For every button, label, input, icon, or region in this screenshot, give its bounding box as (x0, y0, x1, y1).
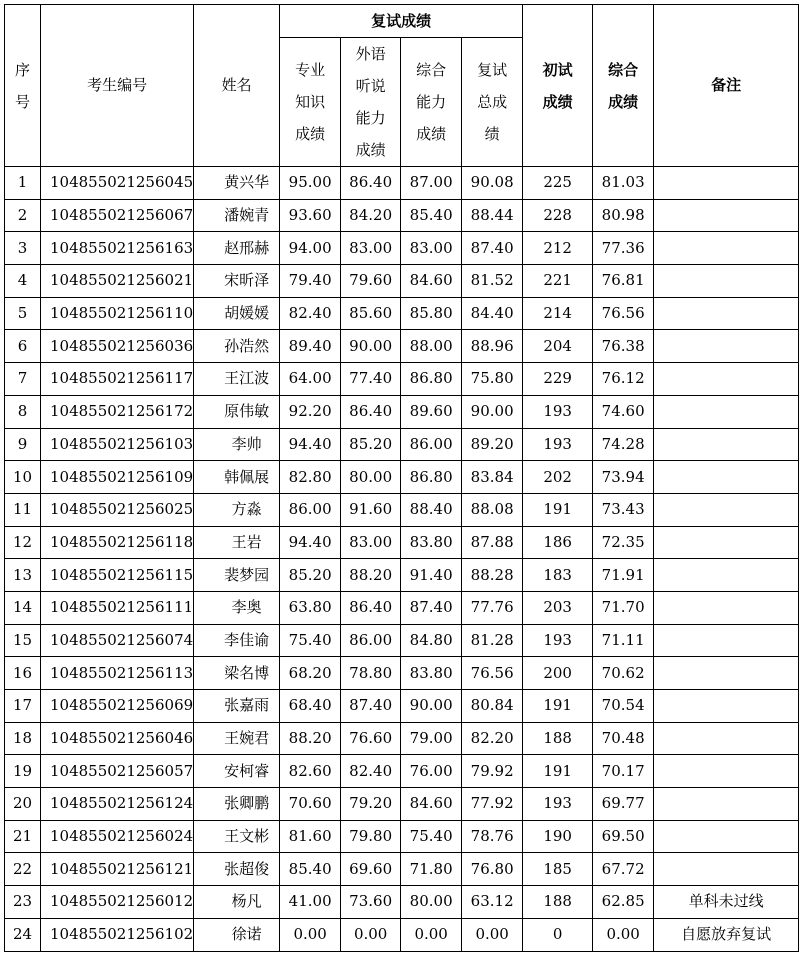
row-remark (654, 657, 799, 690)
row-name: 韩佩展 (194, 461, 280, 494)
table-row (5, 690, 799, 723)
row-exam-id: 104855021256036 (41, 330, 194, 363)
row-exam-id: 104855021256021 (41, 265, 194, 298)
row-prof: 68.20 (280, 657, 341, 690)
row-ability: 89.60 (401, 395, 462, 428)
row-initial: 193 (523, 428, 593, 461)
row-name: 黄兴华 (194, 167, 280, 200)
row-exam-id: 104855021256163 (41, 232, 194, 265)
row-overall: 76.56 (593, 297, 654, 330)
row-exam-id: 104855021256124 (41, 788, 194, 821)
row-initial: 190 (523, 820, 593, 853)
row-name: 潘婉青 (194, 199, 280, 232)
row-lang: 82.40 (341, 755, 401, 788)
row-initial: 221 (523, 265, 593, 298)
header-seq: 序号 (5, 5, 41, 167)
row-overall: 71.11 (593, 624, 654, 657)
row-ability: 0.00 (401, 918, 462, 951)
row-lang: 84.20 (341, 199, 401, 232)
row-initial: 193 (523, 395, 593, 428)
row-remark (654, 788, 799, 821)
table-row (5, 363, 799, 396)
row-name: 梁名博 (194, 657, 280, 690)
row-ability: 76.00 (401, 755, 462, 788)
row-exam-id: 104855021256110 (41, 297, 194, 330)
row-remark (654, 722, 799, 755)
table-row (5, 493, 799, 526)
row-seq: 24 (5, 918, 41, 951)
header-prof: 专业知识成绩 (280, 38, 341, 167)
table-row (5, 265, 799, 298)
row-remark (654, 559, 799, 592)
row-prof: 94.40 (280, 526, 341, 559)
row-exam-id: 104855021256045 (41, 167, 194, 200)
row-overall: 74.28 (593, 428, 654, 461)
row-overall: 73.43 (593, 493, 654, 526)
row-retest-total: 76.80 (462, 853, 523, 886)
table-row (5, 395, 799, 428)
row-name: 胡媛媛 (194, 297, 280, 330)
header-overall: 综合成绩 (593, 5, 654, 167)
row-name: 王江波 (194, 363, 280, 396)
row-prof: 82.40 (280, 297, 341, 330)
table-row (5, 886, 799, 919)
row-exam-id: 104855021256118 (41, 526, 194, 559)
row-initial: 191 (523, 755, 593, 788)
row-seq: 9 (5, 428, 41, 461)
row-prof: 85.20 (280, 559, 341, 592)
row-seq: 4 (5, 265, 41, 298)
row-seq: 14 (5, 591, 41, 624)
header-ability: 综合能力成绩 (401, 38, 462, 167)
row-retest-total: 81.28 (462, 624, 523, 657)
row-initial: 188 (523, 886, 593, 919)
row-ability: 83.80 (401, 526, 462, 559)
row-name: 宋昕泽 (194, 265, 280, 298)
row-ability: 86.00 (401, 428, 462, 461)
row-initial: 212 (523, 232, 593, 265)
row-remark (654, 493, 799, 526)
row-retest-total: 83.84 (462, 461, 523, 494)
row-seq: 6 (5, 330, 41, 363)
row-seq: 17 (5, 690, 41, 723)
table-row (5, 657, 799, 690)
row-exam-id: 104855021256113 (41, 657, 194, 690)
row-lang: 85.20 (341, 428, 401, 461)
row-exam-id: 104855021256121 (41, 853, 194, 886)
row-lang: 91.60 (341, 493, 401, 526)
row-initial: 186 (523, 526, 593, 559)
row-initial: 191 (523, 493, 593, 526)
row-name: 张嘉雨 (194, 690, 280, 723)
header-remark: 备注 (654, 5, 799, 167)
row-ability: 87.00 (401, 167, 462, 200)
row-prof: 79.40 (280, 265, 341, 298)
row-overall: 70.17 (593, 755, 654, 788)
table-row (5, 461, 799, 494)
row-overall: 71.91 (593, 559, 654, 592)
row-retest-total: 0.00 (462, 918, 523, 951)
row-ability: 85.80 (401, 297, 462, 330)
row-remark (654, 363, 799, 396)
row-lang: 86.40 (341, 591, 401, 624)
row-initial: 228 (523, 199, 593, 232)
row-lang: 86.40 (341, 395, 401, 428)
row-initial: 204 (523, 330, 593, 363)
row-remark (654, 820, 799, 853)
row-remark (654, 265, 799, 298)
row-prof: 41.00 (280, 886, 341, 919)
row-initial: 203 (523, 591, 593, 624)
row-lang: 86.00 (341, 624, 401, 657)
row-initial: 225 (523, 167, 593, 200)
row-name: 赵邢赫 (194, 232, 280, 265)
row-seq: 22 (5, 853, 41, 886)
row-name: 原伟敏 (194, 395, 280, 428)
row-retest-total: 76.56 (462, 657, 523, 690)
row-prof: 94.00 (280, 232, 341, 265)
row-exam-id: 104855021256067 (41, 199, 194, 232)
score-table (4, 4, 799, 952)
row-initial: 200 (523, 657, 593, 690)
row-prof: 94.40 (280, 428, 341, 461)
row-remark (654, 461, 799, 494)
row-ability: 83.00 (401, 232, 462, 265)
row-retest-total: 82.20 (462, 722, 523, 755)
row-retest-total: 63.12 (462, 886, 523, 919)
row-exam-id: 104855021256111 (41, 591, 194, 624)
row-prof: 64.00 (280, 363, 341, 396)
row-exam-id: 104855021256115 (41, 559, 194, 592)
row-prof: 93.60 (280, 199, 341, 232)
row-ability: 83.80 (401, 657, 462, 690)
row-ability: 80.00 (401, 886, 462, 919)
row-name: 徐诺 (194, 918, 280, 951)
row-name: 王岩 (194, 526, 280, 559)
row-overall: 80.98 (593, 199, 654, 232)
row-overall: 81.03 (593, 167, 654, 200)
row-overall: 76.38 (593, 330, 654, 363)
row-seq: 8 (5, 395, 41, 428)
row-lang: 76.60 (341, 722, 401, 755)
row-remark (654, 167, 799, 200)
row-retest-total: 84.40 (462, 297, 523, 330)
row-retest-total: 81.52 (462, 265, 523, 298)
header-retest-group: 复试成绩 (280, 5, 523, 38)
row-initial: 191 (523, 690, 593, 723)
row-overall: 69.50 (593, 820, 654, 853)
row-name: 王婉君 (194, 722, 280, 755)
row-initial: 0 (523, 918, 593, 951)
row-remark (654, 232, 799, 265)
row-retest-total: 88.28 (462, 559, 523, 592)
row-exam-id: 104855021256024 (41, 820, 194, 853)
row-lang: 79.80 (341, 820, 401, 853)
header-initial: 初试成绩 (523, 5, 593, 167)
row-lang: 73.60 (341, 886, 401, 919)
row-ability: 84.60 (401, 788, 462, 821)
row-name: 张卿鹏 (194, 788, 280, 821)
row-remark (654, 690, 799, 723)
row-exam-id: 104855021256102 (41, 918, 194, 951)
row-overall: 77.36 (593, 232, 654, 265)
row-remark (654, 330, 799, 363)
row-overall: 72.35 (593, 526, 654, 559)
row-prof: 81.60 (280, 820, 341, 853)
table-row (5, 591, 799, 624)
row-prof: 85.40 (280, 853, 341, 886)
row-lang: 90.00 (341, 330, 401, 363)
row-lang: 79.20 (341, 788, 401, 821)
row-ability: 79.00 (401, 722, 462, 755)
row-exam-id: 104855021256172 (41, 395, 194, 428)
row-exam-id: 104855021256046 (41, 722, 194, 755)
row-overall: 76.12 (593, 363, 654, 396)
row-initial: 193 (523, 624, 593, 657)
row-overall: 70.62 (593, 657, 654, 690)
row-seq: 1 (5, 167, 41, 200)
row-name: 王文彬 (194, 820, 280, 853)
row-exam-id: 104855021256057 (41, 755, 194, 788)
row-lang: 87.40 (341, 690, 401, 723)
row-lang: 88.20 (341, 559, 401, 592)
row-ability: 85.40 (401, 199, 462, 232)
row-lang: 69.60 (341, 853, 401, 886)
table-body (5, 167, 799, 952)
row-lang: 77.40 (341, 363, 401, 396)
row-remark (654, 591, 799, 624)
row-seq: 20 (5, 788, 41, 821)
row-ability: 84.60 (401, 265, 462, 298)
row-overall: 67.72 (593, 853, 654, 886)
row-ability: 86.80 (401, 363, 462, 396)
row-exam-id: 104855021256117 (41, 363, 194, 396)
row-ability: 71.80 (401, 853, 462, 886)
row-lang: 80.00 (341, 461, 401, 494)
row-initial: 188 (523, 722, 593, 755)
row-lang: 79.60 (341, 265, 401, 298)
row-exam-id: 104855021256109 (41, 461, 194, 494)
row-ability: 86.80 (401, 461, 462, 494)
row-seq: 10 (5, 461, 41, 494)
table-row (5, 297, 799, 330)
row-exam-id: 104855021256103 (41, 428, 194, 461)
row-overall: 62.85 (593, 886, 654, 919)
row-seq: 23 (5, 886, 41, 919)
row-exam-id: 104855021256069 (41, 690, 194, 723)
row-retest-total: 79.92 (462, 755, 523, 788)
row-remark (654, 428, 799, 461)
row-remark (654, 526, 799, 559)
row-prof: 82.60 (280, 755, 341, 788)
row-seq: 15 (5, 624, 41, 657)
row-retest-total: 88.96 (462, 330, 523, 363)
table-row (5, 167, 799, 200)
table-row (5, 755, 799, 788)
row-retest-total: 78.76 (462, 820, 523, 853)
row-lang: 0.00 (341, 918, 401, 951)
table-row (5, 820, 799, 853)
row-ability: 75.40 (401, 820, 462, 853)
row-retest-total: 77.92 (462, 788, 523, 821)
row-ability: 90.00 (401, 690, 462, 723)
row-initial: 214 (523, 297, 593, 330)
row-exam-id: 104855021256012 (41, 886, 194, 919)
header-retest-total: 复试总成绩 (462, 38, 523, 167)
row-seq: 2 (5, 199, 41, 232)
header-name: 姓名 (194, 5, 280, 167)
table-row (5, 330, 799, 363)
row-exam-id: 104855021256025 (41, 493, 194, 526)
row-prof: 82.80 (280, 461, 341, 494)
row-lang: 83.00 (341, 232, 401, 265)
row-remark (654, 624, 799, 657)
table-row (5, 428, 799, 461)
row-seq: 13 (5, 559, 41, 592)
row-name: 裴梦园 (194, 559, 280, 592)
row-prof: 68.40 (280, 690, 341, 723)
table-row (5, 722, 799, 755)
row-overall: 70.54 (593, 690, 654, 723)
row-lang: 86.40 (341, 167, 401, 200)
row-retest-total: 88.08 (462, 493, 523, 526)
row-retest-total: 87.88 (462, 526, 523, 559)
row-name: 李佳谕 (194, 624, 280, 657)
row-prof: 70.60 (280, 788, 341, 821)
row-remark (654, 853, 799, 886)
row-name: 安柯睿 (194, 755, 280, 788)
table-row (5, 918, 799, 951)
row-seq: 5 (5, 297, 41, 330)
row-prof: 63.80 (280, 591, 341, 624)
row-overall: 71.70 (593, 591, 654, 624)
row-seq: 16 (5, 657, 41, 690)
row-ability: 91.40 (401, 559, 462, 592)
table-row (5, 788, 799, 821)
row-retest-total: 88.44 (462, 199, 523, 232)
row-initial: 183 (523, 559, 593, 592)
table-row (5, 526, 799, 559)
row-seq: 12 (5, 526, 41, 559)
row-ability: 84.80 (401, 624, 462, 657)
row-overall: 74.60 (593, 395, 654, 428)
row-overall: 76.81 (593, 265, 654, 298)
row-initial: 202 (523, 461, 593, 494)
row-retest-total: 75.80 (462, 363, 523, 396)
row-remark (654, 199, 799, 232)
row-seq: 19 (5, 755, 41, 788)
row-ability: 88.40 (401, 493, 462, 526)
row-remark (654, 297, 799, 330)
row-seq: 21 (5, 820, 41, 853)
row-seq: 11 (5, 493, 41, 526)
header-lang: 外语听说能力成绩 (341, 38, 401, 167)
table-row (5, 853, 799, 886)
row-lang: 83.00 (341, 526, 401, 559)
row-name: 李奥 (194, 591, 280, 624)
row-retest-total: 89.20 (462, 428, 523, 461)
row-retest-total: 77.76 (462, 591, 523, 624)
table-row (5, 199, 799, 232)
row-lang: 78.80 (341, 657, 401, 690)
row-prof: 75.40 (280, 624, 341, 657)
table-row (5, 559, 799, 592)
row-retest-total: 87.40 (462, 232, 523, 265)
row-remark: 单科未过线 (654, 886, 799, 919)
row-retest-total: 80.84 (462, 690, 523, 723)
row-prof: 89.40 (280, 330, 341, 363)
row-name: 李帅 (194, 428, 280, 461)
row-name: 孙浩然 (194, 330, 280, 363)
row-prof: 86.00 (280, 493, 341, 526)
row-ability: 87.40 (401, 591, 462, 624)
row-name: 张超俊 (194, 853, 280, 886)
table-row (5, 624, 799, 657)
row-name: 杨凡 (194, 886, 280, 919)
row-ability: 88.00 (401, 330, 462, 363)
row-overall: 0.00 (593, 918, 654, 951)
row-seq: 7 (5, 363, 41, 396)
row-retest-total: 90.00 (462, 395, 523, 428)
row-overall: 69.77 (593, 788, 654, 821)
row-initial: 185 (523, 853, 593, 886)
table-row (5, 232, 799, 265)
row-seq: 18 (5, 722, 41, 755)
header-exam-id: 考生编号 (41, 5, 194, 167)
row-overall: 70.48 (593, 722, 654, 755)
row-remark (654, 395, 799, 428)
row-retest-total: 90.08 (462, 167, 523, 200)
row-prof: 0.00 (280, 918, 341, 951)
row-initial: 193 (523, 788, 593, 821)
row-overall: 73.94 (593, 461, 654, 494)
row-seq: 3 (5, 232, 41, 265)
row-exam-id: 104855021256074 (41, 624, 194, 657)
row-remark (654, 755, 799, 788)
row-initial: 229 (523, 363, 593, 396)
row-lang: 85.60 (341, 297, 401, 330)
row-name: 方淼 (194, 493, 280, 526)
row-prof: 95.00 (280, 167, 341, 200)
row-remark: 自愿放弃复试 (654, 918, 799, 951)
row-prof: 92.20 (280, 395, 341, 428)
row-prof: 88.20 (280, 722, 341, 755)
